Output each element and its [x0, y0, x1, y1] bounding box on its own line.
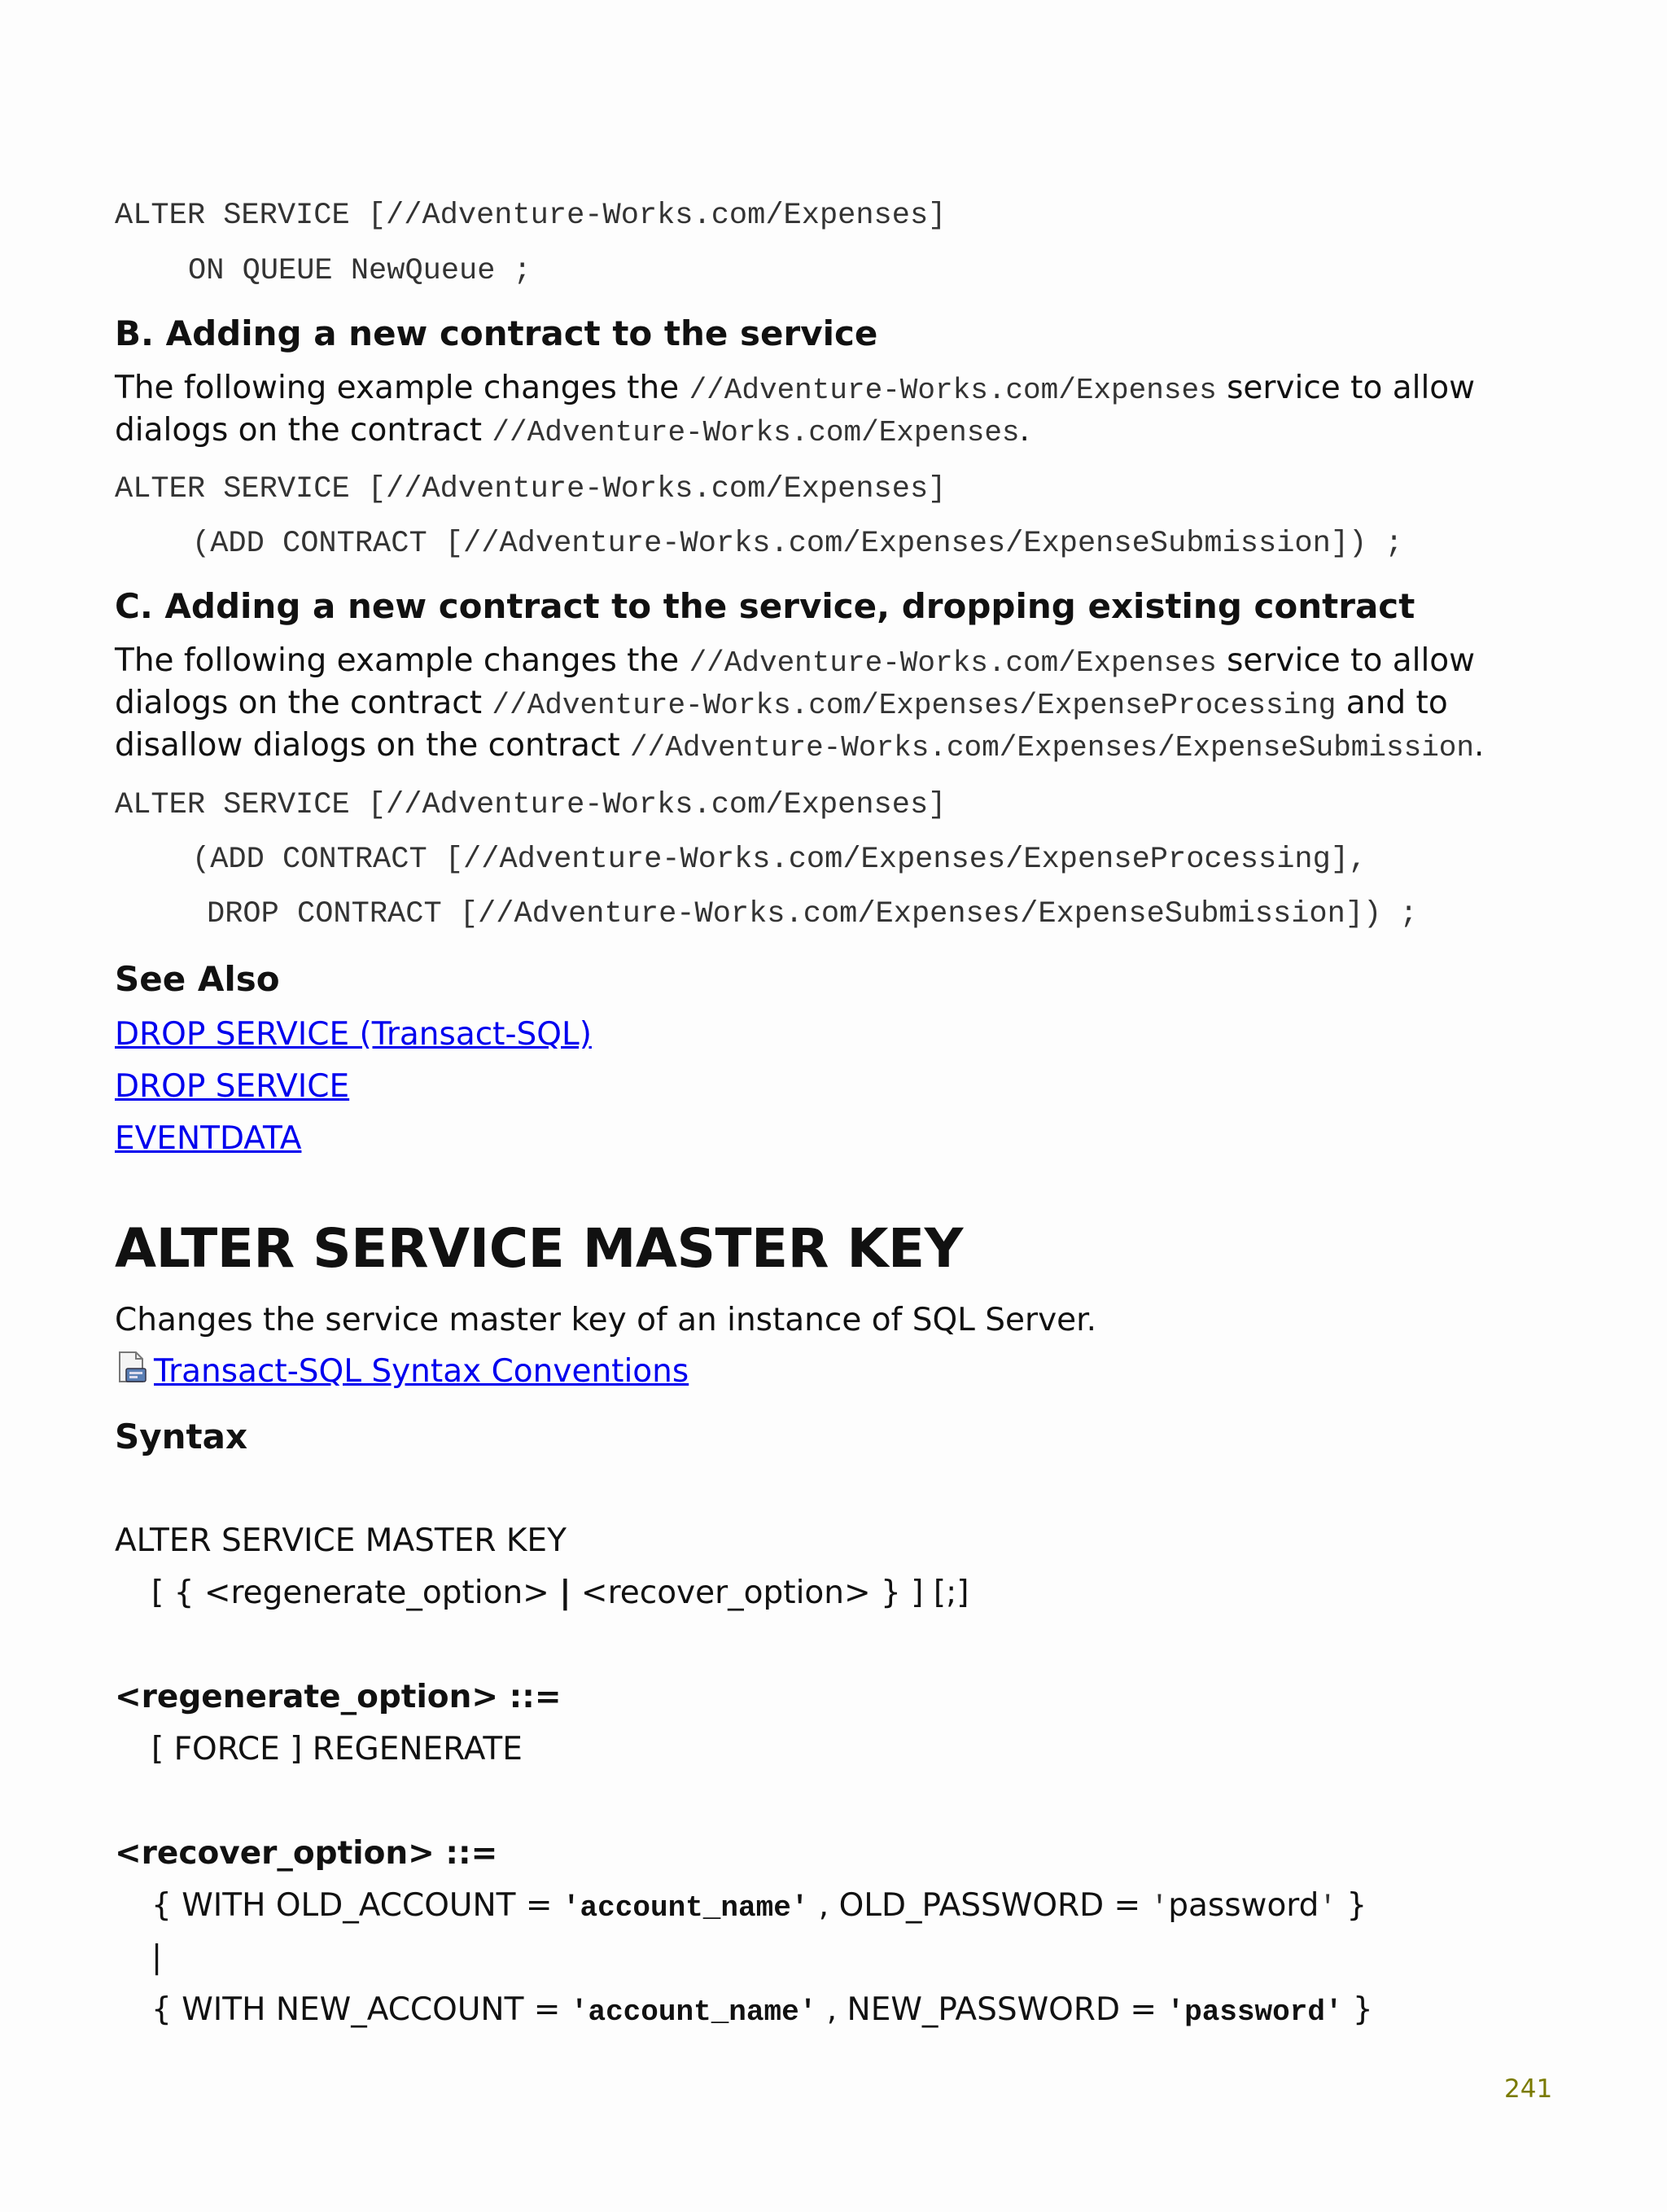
document-icon [115, 1351, 149, 1396]
syntax-definition: <regenerate_option> ::= [115, 1679, 562, 1715]
syntax-definition: <recover_option> ::= [115, 1835, 498, 1872]
syntax-line: [ FORCE ] REGENERATE [151, 1731, 523, 1767]
paragraph-line: disallow dialogs on the contract //Adventure-Works.com/Expenses/ExpenseSubmission. [115, 727, 1485, 764]
paragraph-line: The following example changes the //Adventure-Works.com/Expenses service to allow [115, 370, 1476, 407]
link-drop-service[interactable]: DROP SERVICE [115, 1068, 350, 1105]
section-heading: B. Adding a new contract to the service [115, 313, 878, 353]
code-line: ALTER SERVICE [//Adventure-Works.com/Expenses] [115, 199, 947, 233]
description: Changes the service master key of an instance of SQL Server. [115, 1302, 1097, 1338]
code-line: (ADD CONTRACT [//Adventure-Works.com/Expenses/ExpenseProcessing], [192, 843, 1367, 877]
code-line: ON QUEUE NewQueue ; [188, 254, 532, 288]
link-eventdata[interactable]: EVENTDATA [115, 1120, 302, 1157]
syntax-line: [ { <regenerate_option> | <recover_option> } ] [;] [151, 1575, 969, 1611]
syntax-line: { WITH OLD_ACCOUNT = 'account_name' , OLD_PASSWORD = 'password' } [151, 1887, 1367, 1925]
code-line: ALTER SERVICE [//Adventure-Works.com/Expenses] [115, 788, 947, 822]
link-drop-service-transact-sql[interactable]: DROP SERVICE (Transact-SQL) [115, 1016, 592, 1053]
section-heading: C. Adding a new contract to the service, dropping existing contract [115, 586, 1415, 626]
paragraph-line: dialogs on the contract //Adventure-Works.com/Expenses/ExpenseProcessing and to [115, 685, 1448, 722]
paragraph-line: The following example changes the //Adventure-Works.com/Expenses service to allow [115, 642, 1476, 680]
conventions-row [115, 1351, 689, 1396]
link-transact-sql-syntax-conventions[interactable]: Transact-SQL Syntax Conventions [154, 1353, 689, 1390]
code-line: ALTER SERVICE [//Adventure-Works.com/Expenses] [115, 472, 947, 506]
syntax-line: | [151, 1939, 163, 1976]
syntax-heading: Syntax [115, 1417, 248, 1456]
syntax-line: { WITH NEW_ACCOUNT = 'account_name' , NEW_PASSWORD = 'password' } [151, 1991, 1373, 2029]
code-line: DROP CONTRACT [//Adventure-Works.com/Expenses/ExpenseSubmission]) ; [207, 897, 1418, 931]
see-also-heading: See Also [115, 959, 280, 999]
page-number: 241 [1504, 2074, 1553, 2104]
paragraph-line: dialogs on the contract //Adventure-Works.com/Expenses. [115, 412, 1030, 449]
page-title: ALTER SERVICE MASTER KEY [115, 1217, 963, 1280]
syntax-line: ALTER SERVICE MASTER KEY [115, 1522, 567, 1559]
code-line: (ADD CONTRACT [//Adventure-Works.com/Expenses/ExpenseSubmission]) ; [192, 527, 1403, 561]
